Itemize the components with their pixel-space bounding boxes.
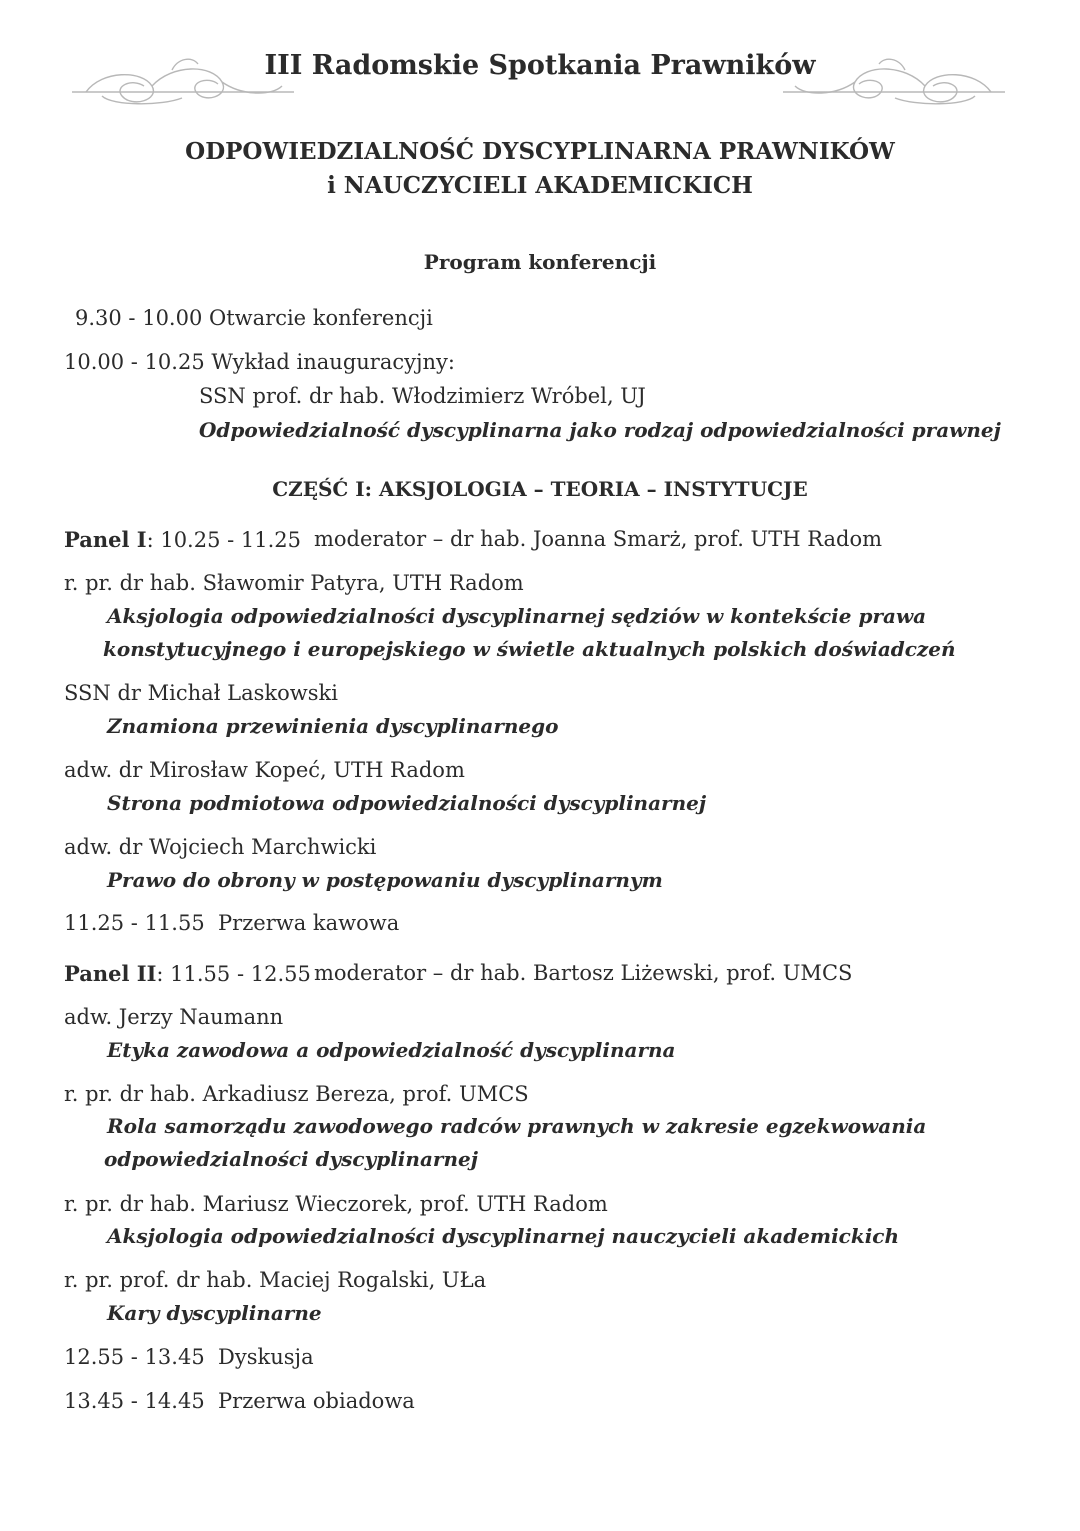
panel2-header (64, 961, 311, 986)
schedule-label: Wykład inauguracyjny: (211, 350, 455, 374)
schedule-item-lunch-break (64, 1389, 415, 1413)
talk-topic: Znamiona przewinienia dyscyplinarnego (107, 714, 559, 738)
talk-speaker: r. pr. dr hab. Sławomir Patyra, UTH Radom (64, 571, 524, 595)
talk-topic: konstytucyjnego i europejskiego w świetle aktualnych polskich doświadczeń (103, 637, 956, 661)
panel-label: Panel II (64, 961, 157, 986)
talk-speaker: r. pr. prof. dr hab. Maciej Rogalski, UŁa (64, 1268, 487, 1292)
panel2-moderator: moderator – dr hab. Bartosz Liżewski, prof. UMCS (314, 961, 853, 985)
talk-speaker: adw. Jerzy Naumann (64, 1005, 284, 1029)
main-title-line1: ODPOWIEDZIALNOŚĆ DYSCYPLINARNA PRAWNIKÓW (185, 138, 895, 165)
part1-heading: CZĘŚĆ I: AKSJOLOGIA – TEORIA – INSTYTUCJE (272, 477, 808, 501)
schedule-label: Dyskusja (218, 1345, 314, 1369)
schedule-item-inaugural (64, 350, 455, 374)
talk-topic: Kary dyscyplinarne (107, 1301, 322, 1325)
talk-speaker: SSN dr Michał Laskowski (64, 681, 338, 705)
schedule-label: Przerwa kawowa (218, 911, 400, 935)
inaugural-speaker: SSN prof. dr hab. Włodzimierz Wróbel, UJ (199, 384, 646, 408)
schedule-time: 11.25 - 11.55 (64, 911, 205, 935)
schedule-item-opening (75, 306, 433, 330)
schedule-label: Przerwa obiadowa (218, 1389, 415, 1413)
conference-name: III Radomskie Spotkania Prawników (264, 50, 816, 81)
schedule-time: 9.30 - 10.00 (75, 306, 203, 330)
talk-topic: odpowiedzialności dyscyplinarnej (104, 1147, 478, 1171)
schedule-time: 13.45 - 14.45 (64, 1389, 205, 1413)
schedule-time: 12.55 - 13.45 (64, 1345, 205, 1369)
talk-topic: Prawo do obrony w postępowaniu dyscyplinarnym (107, 868, 663, 892)
panel-time: : 10.25 - 11.25 (146, 528, 302, 552)
talk-speaker: adw. dr Mirosław Kopeć, UTH Radom (64, 758, 465, 782)
schedule-label: Otwarcie konferencji (209, 306, 433, 330)
talk-speaker: adw. dr Wojciech Marchwicki (64, 835, 377, 859)
talk-topic: Aksjologia odpowiedzialności dyscyplinarnej sędziów w kontekście prawa (107, 604, 927, 628)
main-title-line2: i NAUCZYCIELI AKADEMICKICH (327, 172, 753, 199)
talk-speaker: r. pr. dr hab. Arkadiusz Bereza, prof. UMCS (64, 1082, 529, 1106)
program-heading: Program konferencji (423, 250, 657, 274)
schedule-item-discussion (64, 1345, 314, 1369)
talk-topic: Strona podmiotowa odpowiedzialności dyscyplinarnej (107, 791, 707, 815)
panel-time: : 11.55 - 12.55 (156, 962, 311, 986)
talk-topic: Rola samorządu zawodowego radców prawnych w zakresie egzekwowania (107, 1114, 927, 1138)
panel1-header (64, 527, 301, 552)
panel-label: Panel I (64, 527, 147, 552)
talk-topic: Aksjologia odpowiedzialności dyscyplinarnej nauczycieli akademickich (107, 1224, 900, 1248)
panel1-moderator: moderator – dr hab. Joanna Smarż, prof. UTH Radom (314, 527, 883, 551)
talk-speaker: r. pr. dr hab. Mariusz Wieczorek, prof. UTH Radom (64, 1192, 608, 1216)
talk-topic: Etyka zawodowa a odpowiedzialność dyscyplinarna (107, 1038, 676, 1062)
inaugural-topic: Odpowiedzialność dyscyplinarna jako rodzaj odpowiedzialności prawnej (199, 418, 1001, 442)
schedule-item-coffee-break (64, 911, 399, 935)
schedule-time: 10.00 - 10.25 (64, 350, 205, 374)
